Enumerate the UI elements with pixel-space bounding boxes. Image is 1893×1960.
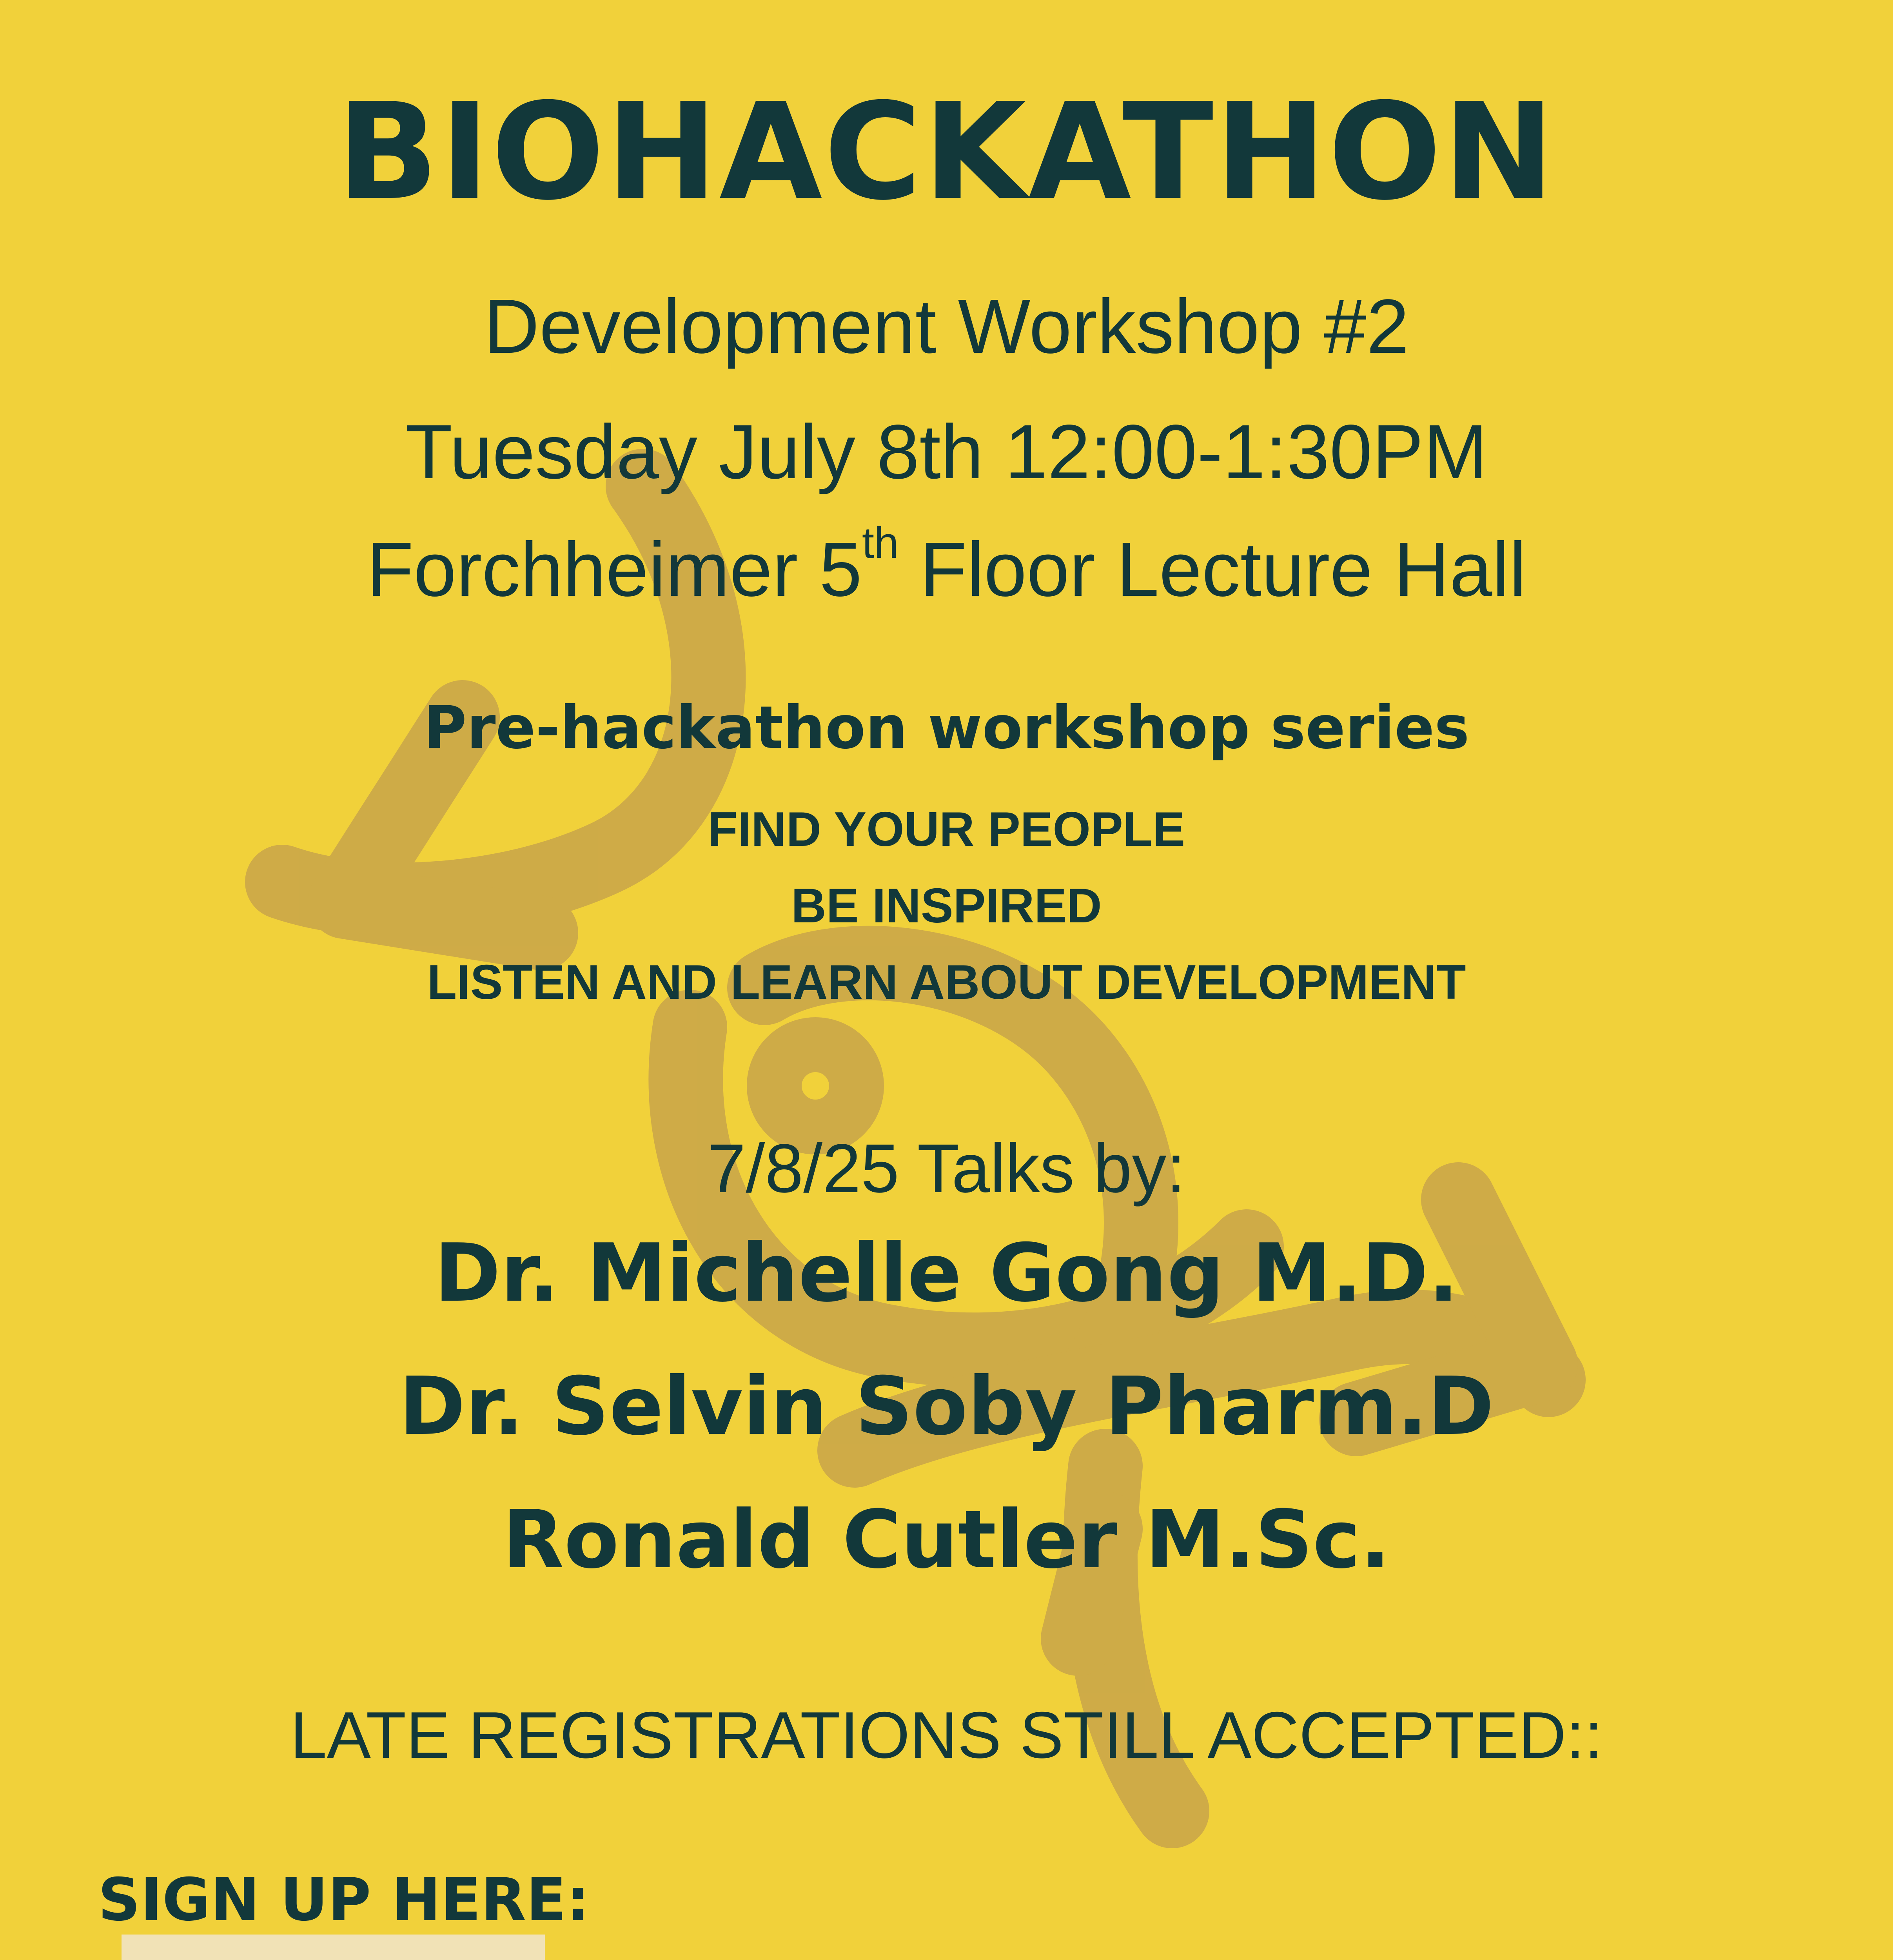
series-point: FIND YOUR PEOPLE [708, 802, 1185, 857]
venue-suffix: Floor Lecture Hall [898, 526, 1526, 612]
registration-note: LATE REGISTRATIONS STILL ACCEPTED:: [290, 1698, 1603, 1772]
speaker-name: Dr. Selvin Soby Pharm.D [399, 1360, 1494, 1453]
venue-prefix: Forchheimer 5 [367, 526, 862, 612]
event-name: Development Workshop #2 [484, 283, 1409, 369]
qr-code-panel[interactable] [122, 1935, 545, 1960]
venue-superscript: th [862, 518, 899, 567]
event-venue [0, 518, 1893, 613]
event-datetime: Tuesday July 8th 12:00-1:30PM [405, 409, 1488, 495]
speaker-name: Dr. Michelle Gong M.D. [434, 1227, 1459, 1320]
series-point: LISTEN AND LEARN ABOUT DEVELOPMENT [427, 955, 1466, 1009]
talks-heading: 7/8/25 Talks by: [707, 1130, 1186, 1207]
series-point: BE INSPIRED [791, 879, 1102, 933]
signup-heading: SIGN UP HERE: [98, 1866, 590, 1934]
series-heading: Pre-hackathon workshop series [423, 694, 1470, 762]
page-title: BIOHACKATHON [337, 74, 1556, 230]
speaker-name: Ronald Cutler M.Sc. [502, 1494, 1391, 1586]
